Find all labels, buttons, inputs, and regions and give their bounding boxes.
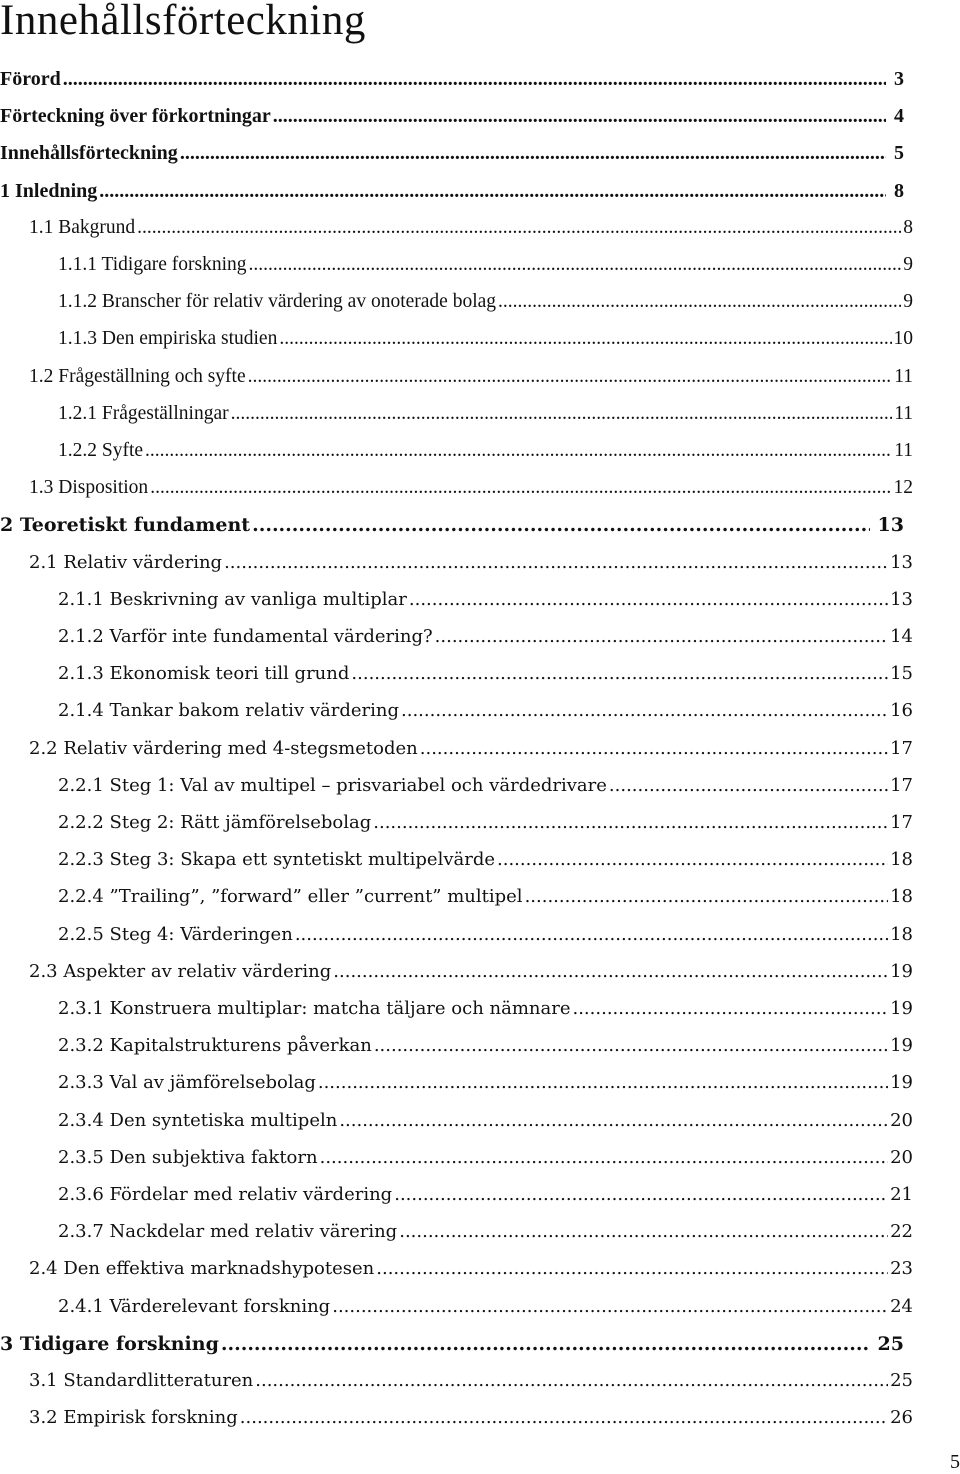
dot-leader — [401, 696, 888, 726]
dot-leader — [145, 436, 892, 466]
dot-leader — [255, 1366, 888, 1396]
dot-leader — [339, 1106, 888, 1136]
toc-entry-label: 1.3 Disposition — [29, 477, 149, 499]
toc-entry-label: 2.1.3 Ekonomisk teori till grund — [58, 663, 350, 685]
toc-entry[interactable] — [58, 845, 913, 875]
toc-entry-label: 2.4.1 Värderelevant forskning — [58, 1295, 331, 1317]
dot-leader — [498, 287, 901, 317]
dot-leader — [249, 250, 902, 280]
toc-entry[interactable] — [29, 548, 913, 578]
toc-entry-page: 8 — [894, 179, 904, 202]
toc-entry-page: 19 — [890, 1072, 913, 1094]
toc-entry-label: Förord — [0, 68, 61, 90]
toc-entry-page: 4 — [894, 105, 904, 128]
toc-entry[interactable] — [58, 399, 913, 429]
dot-leader — [525, 882, 889, 912]
toc-entry-page: 9 — [903, 254, 913, 275]
toc-entry-label: 2.2.3 Steg 3: Skapa ett syntetiskt multipelvärde — [58, 849, 496, 871]
dot-leader — [609, 771, 888, 801]
toc-entry-page: 25 — [877, 1332, 904, 1355]
toc-entry[interactable] — [58, 1217, 913, 1247]
dot-leader — [376, 1254, 888, 1284]
toc-entry-page: 11 — [894, 365, 913, 387]
toc-entry-page: 18 — [890, 886, 913, 908]
dot-leader — [320, 1143, 889, 1173]
dot-leader — [231, 399, 893, 429]
toc-entry[interactable] — [58, 1031, 913, 1061]
toc-entry-page: 18 — [890, 849, 913, 871]
toc-entry-label: 2.2 Relativ värdering med 4-stegsmetoden — [29, 737, 418, 759]
toc-entry-page: 20 — [890, 1146, 913, 1168]
dot-leader — [399, 1217, 888, 1247]
toc-entry-label: 2.2.4 ”Trailing”, ”forward” eller ”current” multipel — [58, 886, 523, 908]
dot-leader — [572, 994, 888, 1024]
toc-entry-label: 3.1 Standardlitteraturen — [29, 1370, 254, 1391]
toc-entry-page: 15 — [890, 663, 913, 685]
toc-entry-page: 11 — [894, 402, 913, 424]
toc-entry-page: 11 — [894, 440, 913, 461]
toc-entry[interactable] — [58, 882, 913, 912]
toc-entry-page: 18 — [890, 923, 913, 945]
toc-entry-label: 2.3.3 Val av jämförelsebolag — [58, 1072, 316, 1094]
dot-leader — [295, 920, 888, 950]
toc-entry[interactable] — [29, 734, 913, 764]
toc-entry[interactable] — [58, 324, 913, 354]
toc-entry-label: 1.1.3 Den empiriska studien — [58, 328, 278, 350]
toc-entry[interactable] — [58, 585, 913, 615]
dot-leader — [351, 659, 888, 689]
toc-entry[interactable] — [0, 176, 904, 206]
dot-leader — [252, 510, 869, 540]
toc-entry[interactable] — [0, 1329, 904, 1359]
toc-entry-page: 19 — [890, 998, 913, 1019]
toc-entry-page: 23 — [890, 1258, 913, 1280]
toc-entry-page: 24 — [890, 1295, 913, 1317]
toc-entry-page: 17 — [890, 774, 913, 796]
page-title: Innehållsförteckning — [0, 0, 366, 44]
toc-entry-label: 2.3.7 Nackdelar med relativ värering — [58, 1221, 398, 1243]
toc-entry-label: 2.1.2 Varför inte fundamental värdering? — [58, 626, 433, 647]
toc-entry-page: 22 — [890, 1221, 913, 1243]
toc-entry[interactable] — [58, 436, 913, 466]
dot-leader — [248, 362, 893, 392]
toc-entry[interactable] — [0, 138, 904, 168]
toc-entry-label: 2.3.5 Den subjektiva faktorn — [58, 1146, 318, 1168]
toc-entry[interactable] — [0, 64, 904, 94]
toc-entry[interactable] — [58, 1180, 913, 1210]
toc-entry-page: 16 — [890, 700, 913, 722]
toc-entry[interactable] — [58, 659, 913, 689]
toc-entry-label: 3 Tidigare forskning — [0, 1332, 219, 1355]
dot-leader — [150, 473, 891, 503]
toc-entry[interactable] — [58, 1292, 913, 1322]
dot-leader — [435, 622, 888, 652]
toc-entry-page: 20 — [890, 1109, 913, 1131]
toc-entry[interactable] — [58, 622, 913, 652]
toc-entry-page: 14 — [890, 626, 913, 647]
toc-entry-page: 17 — [890, 812, 913, 833]
toc-entry[interactable] — [58, 771, 913, 801]
toc-entry[interactable] — [58, 1106, 913, 1136]
page-number: 5 — [950, 1451, 960, 1473]
toc-entry-page: 13 — [877, 514, 904, 537]
toc-entry-page: 10 — [893, 328, 913, 350]
toc-entry-page: 13 — [890, 551, 913, 573]
toc-entry-page: 5 — [894, 142, 904, 165]
toc-entry-label: 1.1 Bakgrund — [29, 216, 136, 238]
toc-entry-label: 2.1.1 Beskrivning av vanliga multiplar — [58, 588, 407, 610]
dot-leader — [224, 548, 888, 578]
toc-entry[interactable] — [58, 1143, 913, 1173]
dot-leader — [273, 101, 886, 131]
toc-entry-label: 1.1.1 Tidigare forskning — [58, 254, 247, 275]
dot-leader — [240, 1403, 888, 1433]
toc-entry-page: 26 — [890, 1407, 913, 1429]
dot-leader — [63, 64, 886, 94]
toc-entry-label: 2.2.1 Steg 1: Val av multipel – prisvariabel och värdedrivare — [58, 774, 607, 796]
toc-entry-label: 2.3.1 Konstruera multiplar: matcha täljare och nämnare — [58, 998, 571, 1019]
dot-leader — [394, 1180, 888, 1210]
toc-entry-label: 2.3.4 Den syntetiska multipeln — [58, 1109, 338, 1131]
dot-leader — [99, 176, 886, 206]
dot-leader — [333, 957, 888, 987]
toc-entry-label: 2.1 Relativ värdering — [29, 551, 223, 573]
toc-entry-label: 2.3.6 Fördelar med relativ värdering — [58, 1184, 393, 1205]
toc-entry-label: 2.2.2 Steg 2: Rätt jämförelsebolag — [58, 812, 372, 833]
toc-entry[interactable] — [29, 1366, 913, 1396]
toc-entry[interactable] — [58, 250, 913, 280]
toc-entry-page: 8 — [903, 216, 913, 238]
toc-entry[interactable] — [0, 510, 904, 540]
dot-leader — [279, 324, 891, 354]
toc-entry-label: 2.1.4 Tankar bakom relativ värdering — [58, 700, 399, 722]
dot-leader — [373, 808, 888, 838]
toc-entry[interactable] — [29, 213, 913, 243]
toc-entry-label: 1.2.2 Syfte — [58, 440, 144, 461]
toc-entry-label: 1.2 Frågeställning och syfte — [29, 365, 246, 387]
dot-leader — [420, 734, 888, 764]
toc-entry[interactable] — [58, 808, 913, 838]
toc-entry[interactable] — [58, 696, 913, 726]
toc-entry-label: 1.2.1 Frågeställningar — [58, 402, 229, 424]
toc-entry[interactable] — [29, 957, 913, 987]
toc-entry[interactable] — [58, 994, 913, 1024]
dot-leader — [497, 845, 888, 875]
toc-entry[interactable] — [58, 1068, 913, 1098]
toc-entry-page: 13 — [890, 588, 913, 610]
toc-entry[interactable] — [29, 1254, 913, 1284]
toc-entry-label: 2.4 Den effektiva marknadshypotesen — [29, 1258, 375, 1280]
toc-entry[interactable] — [29, 1403, 913, 1433]
toc-entry-page: 3 — [894, 68, 904, 90]
toc-entry-label: 2.3.2 Kapitalstrukturens påverkan — [58, 1035, 372, 1057]
dot-leader — [318, 1068, 888, 1098]
toc-entry-page: 9 — [903, 291, 913, 313]
toc-entry[interactable] — [29, 362, 913, 392]
toc-entry-page: 12 — [893, 477, 913, 499]
toc-entry-label: 1.1.2 Branscher för relativ värdering av onoterade bolag — [58, 291, 497, 313]
dot-leader — [180, 138, 886, 168]
toc-entry[interactable] — [58, 287, 913, 317]
toc-entry[interactable] — [0, 101, 904, 131]
toc-entry-page: 21 — [890, 1184, 913, 1205]
dot-leader — [409, 585, 888, 615]
toc-entry-page: 19 — [890, 960, 913, 982]
toc-entry-label: 2.2.5 Steg 4: Värderingen — [58, 923, 293, 945]
toc-entry-label: Innehållsförteckning — [0, 142, 178, 165]
dot-leader — [332, 1292, 888, 1322]
toc-entry-label: 2 Teoretiskt fundament — [0, 514, 251, 537]
dot-leader — [137, 213, 901, 243]
dot-leader — [374, 1031, 888, 1061]
toc-entry-label: 1 Inledning — [0, 179, 98, 202]
toc-entry-page: 25 — [890, 1370, 913, 1391]
toc-entry-page: 19 — [890, 1035, 913, 1057]
toc-entry[interactable] — [29, 473, 913, 503]
toc-entry-label: 2.3 Aspekter av relativ värdering — [29, 960, 332, 982]
dot-leader — [221, 1329, 870, 1359]
toc-entry-label: Förteckning över förkortningar — [0, 105, 271, 128]
toc-entry-label: 3.2 Empirisk forskning — [29, 1407, 238, 1429]
toc-entry[interactable] — [58, 920, 913, 950]
toc-entry-page: 17 — [890, 737, 913, 759]
